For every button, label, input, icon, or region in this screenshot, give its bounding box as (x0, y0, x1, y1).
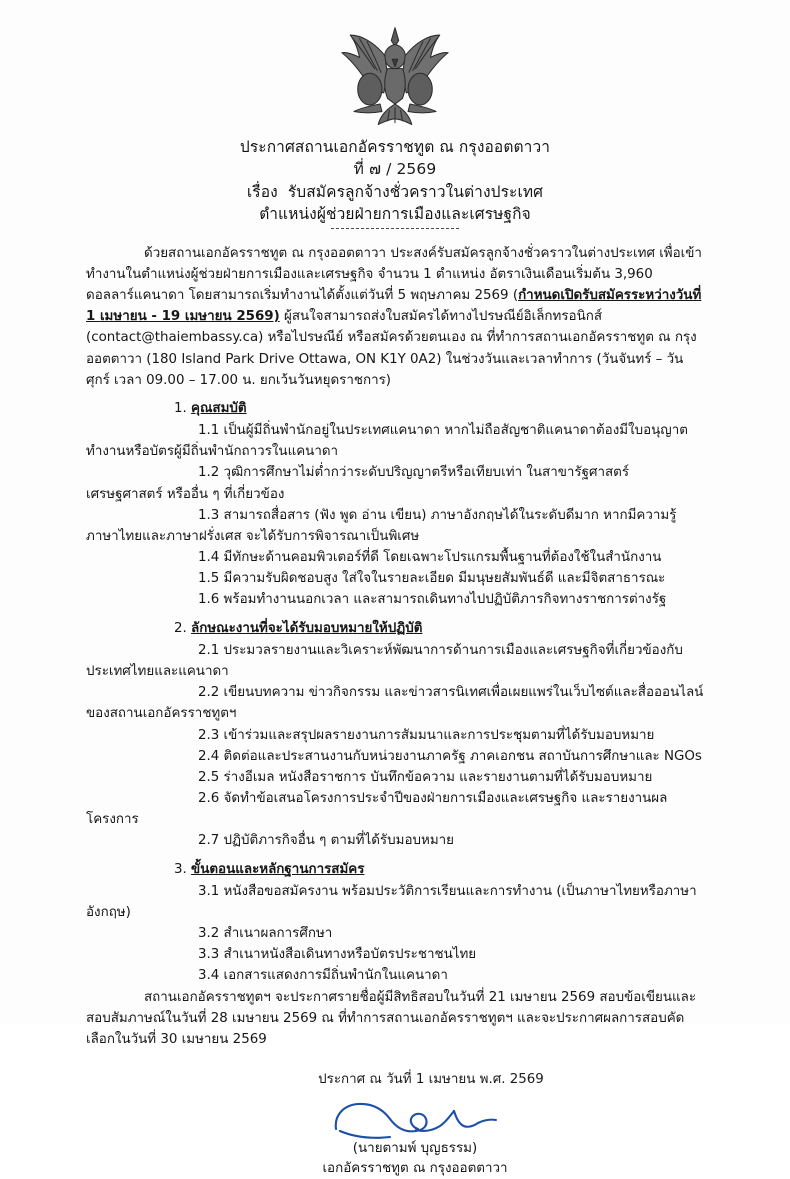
intro-text-a: ด้วยสถานเอกอัครราชทูต ณ กรุงออตตาวา ประสงค์รับสมัครลูกจ้างชั่วคราวในต่างประเทศ เพื่อเข้าทำงานในตำแหน่งผู้ช่วยฝ่ายการเมืองและเศรษฐกิจ จำนวน 1 ตำแหน่ง อัตราเงินเดือนเริ่มต้น 3,960 ดอลลาร์แคนาดา โดยสามารถเริ่มทำงานได้ตั้งแต่วันที่ 5 พฤษภาคม 2569 ( (86, 245, 702, 304)
intro-block (86, 243, 704, 1050)
list-item: 3.1 หนังสือขอสมัครงาน พร้อมประวัติการเรียนและการทำงาน (เป็นภาษาไทยหรือภาษาอังกฤษ) (86, 883, 697, 920)
closing-paragraph: สถานเอกอัครราชทูตฯ จะประกาศรายชื่อผู้มีสิทธิสอบในวันที่ 21 เมษายน 2569 สอบข้อเขียนและสอบสัมภาษณ์ในวันที่ 28 เมษายน 2569 ณ ที่ทำการสถานเอกอัครราชทูตฯ และจะประกาศผลการสอบคัดเลือกในวันที่ 30 เมษายน 2569 (86, 989, 697, 1047)
emblem-container (0, 0, 790, 132)
list-item: 2.1 ประมวลรายงานและวิเคราะห์พัฒนาการด้านการเมืองและเศรษฐกิจที่เกี่ยวข้องกับประเทศไทยและแคนาดา (86, 642, 683, 679)
list-item: 1.3 สามารถสื่อสาร (ฟัง พูด อ่าน เขียน) ภาษาอังกฤษได้ในระดับดีมาก หากมีความรู้ภาษาไทยและภาษาฝรั่งเศส จะได้รับการพิจารณาเป็นพิเศษ (86, 507, 677, 544)
header-subject-line (0, 181, 790, 203)
section-number: 3. (174, 861, 187, 877)
list-item: 3.3 สำเนาหนังสือเดินทางหรือบัตรประชาชนไทย (198, 947, 477, 963)
announcement-date: ประกาศ ณ วันที่ 1 เมษายน พ.ศ. 2569 (318, 1072, 544, 1088)
list-item: 1.2 วุฒิการศึกษาไม่ต่ำกว่าระดับปริญญาตรีหรือเทียบเท่า ในสาขารัฐศาสตร์ เศรษฐศาสตร์ หรืออื่น ๆ ที่เกี่ยวข้อง (86, 465, 630, 502)
list-item: 1.4 มีทักษะด้านคอมพิวเตอร์ที่ดี โดยเฉพาะโปรแกรมพื้นฐานที่ต้องใช้ในสำนักงาน (198, 550, 662, 566)
list-item: 3.4 เอกสารแสดงการมีถิ่นพำนักในแคนาดา (198, 968, 448, 984)
intro-paragraph (86, 243, 704, 391)
intro-text-b: ผู้สนใจสามารถส่งใบสมัครได้ทางไปรษณีย์อิเล็กทรอนิกส์ (contact@thaiembassy.ca) หรือไปรษณีย์ หรือสมัครด้วยตนเอง ณ ที่ทำการสถานเอกอัครราชทูต ณ กรุงออตตาวา (180 Island Park Drive Ottawa, ON K1Y 0A2) ในช่วงวันและเวลาทำการ (วันจันทร์ – วันศุกร์ เวลา 09.00 – 17.00 น. ยกเว้นวันหยุดราชการ) (86, 309, 697, 388)
section-heading (86, 618, 704, 639)
list-item: 3.2 สำเนาผลการศึกษา (198, 926, 333, 942)
section-title: ขั้นตอนและหลักฐานการสมัคร (191, 861, 365, 877)
section-heading (86, 859, 704, 880)
list-item: 2.4 ติดต่อและประสานงานกับหน่วยงานภาครัฐ ภาคเอกชน สถาบันการศึกษาและ NGOs (198, 748, 702, 764)
signatory-name: (นายตามพ์ บุญธรรม) (352, 1141, 478, 1157)
header-position-line: ตำแหน่งผู้ช่วยฝ่ายการเมืองและเศรษฐกิจ (259, 204, 531, 223)
header-divider (331, 228, 459, 229)
document-header (0, 136, 790, 229)
list-item: 2.5 ร่างอีเมล หนังสือราชการ บันทึกข้อความ และรายงานตามที่ได้รับมอบหมาย (198, 769, 653, 785)
list-item: 1.6 พร้อมทำงานนอกเวลา และสามารถเดินทางไปปฏิบัติภารกิจทางราชการต่างรัฐ (198, 592, 667, 608)
document-number-line (0, 158, 790, 181)
subject-label: เรื่อง (246, 182, 278, 201)
garuda-emblem (339, 22, 451, 132)
section-heading (86, 398, 704, 419)
list-item: 2.6 จัดทำข้อเสนอโครงการประจำปีของฝ่ายการเมืองและเศรษฐกิจ และรายงานผลโครงการ (86, 791, 668, 828)
application-period-highlight: กำหนดเปิดรับสมัครระหว่างวันที่ 1 เมษายน - 19 เมษายน 2569) (86, 288, 702, 325)
section-qualifications (86, 398, 704, 611)
section-application-process (86, 859, 704, 987)
header-line-1: ประกาศสถานเอกอัครราชทูต ณ กรุงออตตาวา (239, 138, 551, 156)
list-item: 2.2 เขียนบทความ ข่าวกิจกรรม และข่าวสารนิเทศเพื่อเผยแพร่ในเว็บไซต์และสื่อออนไลน์ของสถานเอกอัครราชทูตฯ (86, 685, 704, 722)
signature-block (0, 1099, 790, 1179)
signatory-title: เอกอัครราชทูต ณ กรุงออตตาวา (322, 1161, 508, 1177)
number-suffix: / 2569 (386, 160, 437, 178)
section-title: ลักษณะงานที่จะได้รับมอบหมายให้ปฏิบัติ (191, 620, 423, 636)
list-item: 1.5 มีความรับผิดชอบสูง ใส่ใจในรายละเอียด มีมนุษยสัมพันธ์ดี และมีจิตสาธารณะ (198, 571, 666, 587)
subject-text: รับสมัครลูกจ้างชั่วคราวในต่างประเทศ (287, 182, 544, 201)
section-title: คุณสมบัติ (191, 400, 247, 416)
list-item: 2.3 เข้าร่วมและสรุปผลรายงานการสัมมนาและการประชุมตามที่ได้รับมอบหมาย (198, 727, 655, 743)
number-value: ๗ (368, 159, 382, 178)
section-duties (86, 618, 704, 852)
section-number: 1. (174, 400, 187, 416)
list-item: 2.7 ปฏิบัติภารกิจอื่น ๆ ตามที่ได้รับมอบหมาย (198, 833, 455, 849)
list-item: 1.1 เป็นผู้มีถิ่นพำนักอยู่ในประเทศแคนาดา หากไม่ถือสัญชาติแคนาดาต้องมีใบอนุญาตทำงานหรือบัตรผู้มีถิ่นพำนักถาวรในแคนาดา (86, 423, 688, 460)
number-prefix: ที่ (353, 160, 364, 178)
section-number: 2. (174, 620, 187, 636)
